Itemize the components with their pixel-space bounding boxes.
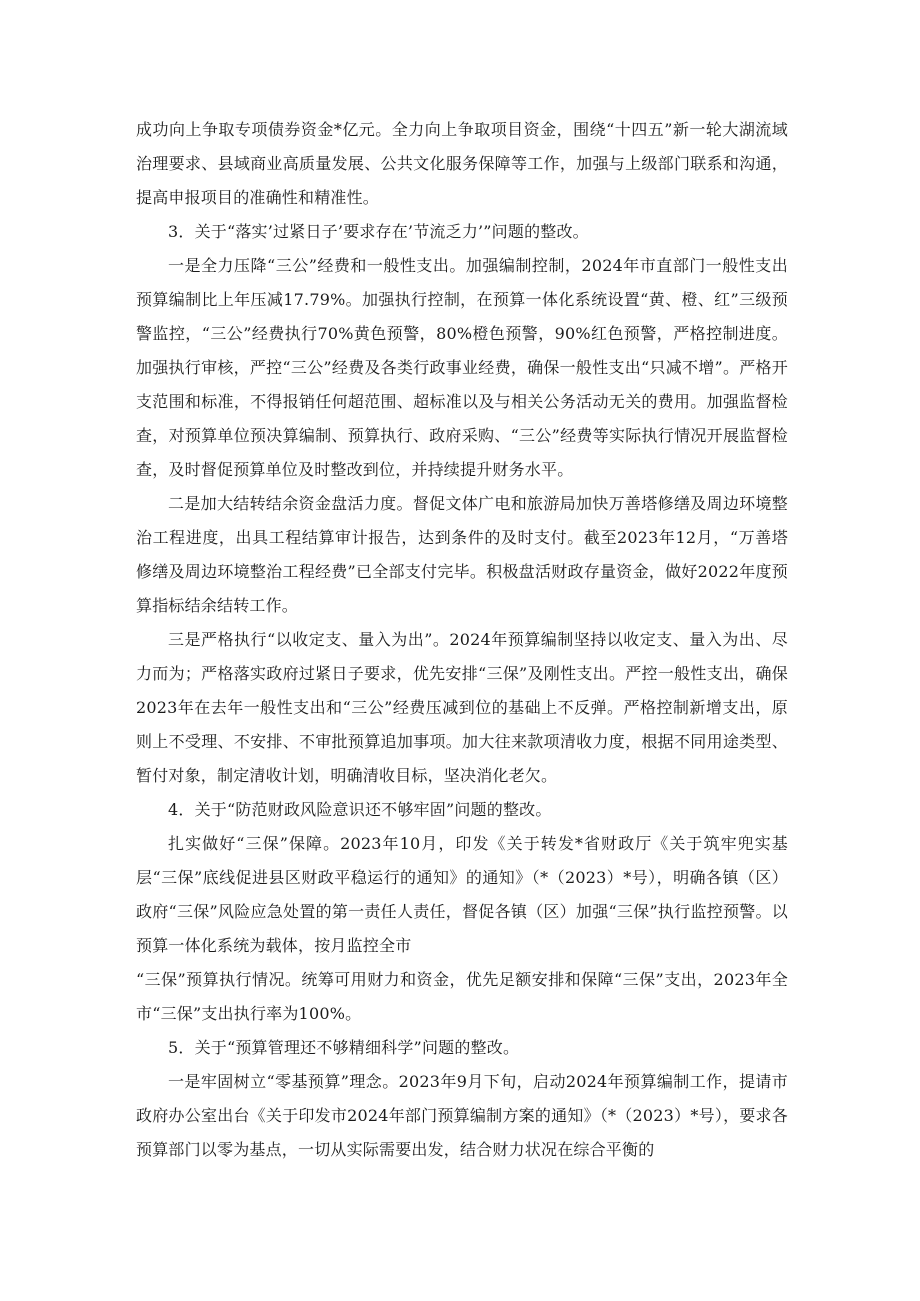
paragraph-continued: 成功向上争取专项债券资金*亿元。全力向上争取项目资金，围绕“十四五”新一轮大湖流域治理要求、县域商业高质量发展、公共文化服务保障等工作，加强与上级部门联系和沟通，提高申报项目的准确性和精准性。 xyxy=(136,120,788,207)
section-heading-3: 3．关于“落实’过紧日子’要求存在’节流乏力’”问题的整改。 xyxy=(168,222,589,241)
paragraph-item-2: 二是加大结转结余资金盘活力度。督促文体广电和旅游局加快万善塔修缮及周边环境整治工程进度，出具工程结算审计报告，达到条件的及时支付。截至2023年12月，“万善塔修缮及周边环境整治工程经费”已全部支付完毕。积极盘活财政存量资金，做好2022年度预算指标结余结转工作。 xyxy=(136,494,788,615)
document-body xyxy=(136,113,788,1167)
section-heading-4: 4．关于“防范财政风险意识还不够牢固”问题的整改。 xyxy=(168,800,552,819)
section-heading-5: 5．关于“预算管理还不够精细科学”问题的整改。 xyxy=(168,1038,520,1057)
paragraph-item-1: 一是全力压降“三公”经费和一般性支出。加强编制控制，2024年市直部门一般性支出预算编制比上年压减17.79%。加强执行控制，在预算一体化系统设置“黄、橙、红”三级预警监控，“三公”经费执行70%黄色预警，80%橙色预警，90%红色预警，严格控制进度。加强执行审核，严控“三公”经费及各类行政事业经费，确保一般性支出“只减不增”。严格开支范围和标准，不得报销任何超范围、超标准以及与相关公务活动无关的费用。加强监督检查，对预算单位预决算编制、预算执行、政府采购、“三公”经费等实际执行情况开展监督检查，及时督促预算单位及时整改到位，并持续提升财务水平。 xyxy=(136,256,788,479)
paragraph-sanbao-continued: “三保”预算执行情况。统筹可用财力和资金，优先足额安排和保障“三保”支出，2023年全市“三保”支出执行率为100%。 xyxy=(136,970,788,1023)
paragraph-sanbao: 扎实做好“三保”保障。2023年10月，印发《关于转发*省财政厅《关于筑牢兜实基层“三保”底线促进县区财政平稳运行的通知》的通知》（*（2023）*号），明确各镇（区）政府“三保”风险应急处置的第一责任人责任，督促各镇（区）加强“三保”执行监控预警。以预算一体化系统为载体，按月监控全市 xyxy=(136,834,788,955)
paragraph-zero-budget: 一是牢固树立“零基预算”理念。2023年9月下旬，启动2024年预算编制工作，提请市政府办公室出台《关于印发市2024年部门预算编制方案的通知》（*（2023）*号），要求各预算部门以零为基点，一切从实际需要出发，结合财力状况在综合平衡的 xyxy=(136,1072,788,1159)
paragraph-item-3: 三是严格执行“以收定支、量入为出”。2024年预算编制坚持以收定支、量入为出、尽力而为；严格落实政府过紧日子要求，优先安排“三保”及刚性支出。严控一般性支出，确保2023年在去年一般性支出和“三公”经费压减到位的基础上不反弹。严格控制新增支出，原则上不受理、不安排、不审批预算追加事项。加大往来款项清收力度，根据不同用途类型、暂付对象，制定清收计划，明确清收目标，坚决消化老欠。 xyxy=(136,630,788,785)
